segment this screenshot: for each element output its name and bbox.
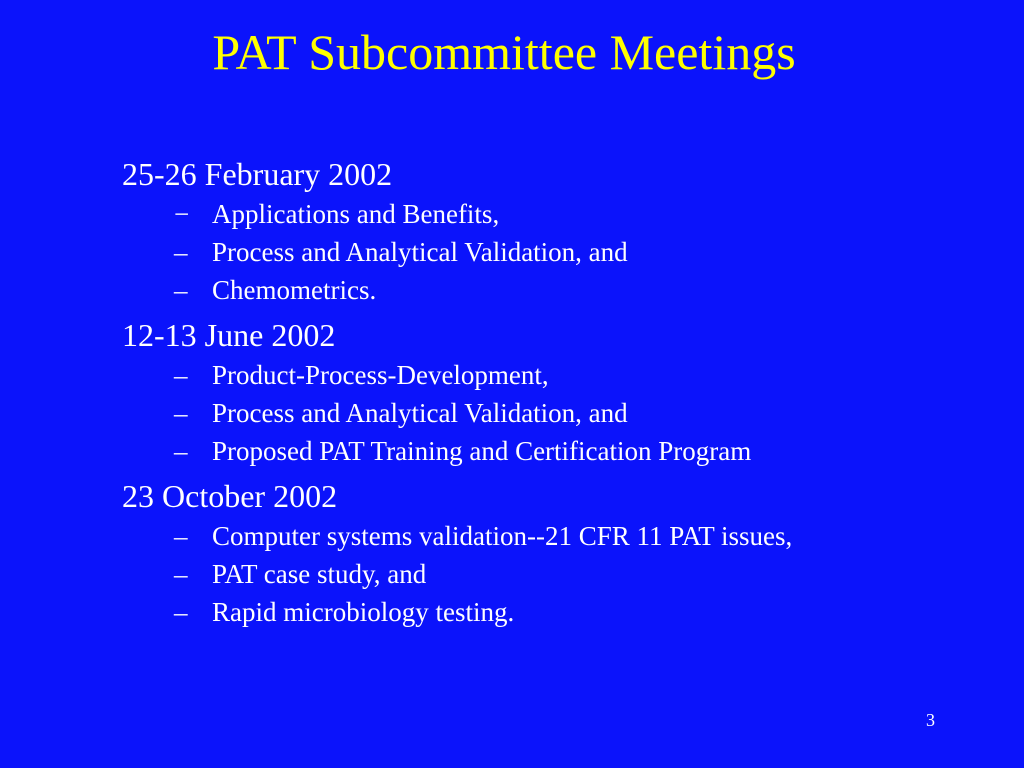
meeting-date: 23 October 2002 <box>122 478 338 514</box>
topic-item <box>122 517 982 555</box>
topic-item <box>122 555 982 593</box>
topic-list <box>122 356 982 470</box>
topic-text: Proposed PAT Training and Certification Program <box>212 436 752 466</box>
dash-bullet-icon: – <box>174 521 188 551</box>
topic-text: Process and Analytical Validation, and <box>212 237 628 267</box>
dash-bullet-icon: – <box>174 559 188 589</box>
topic-item <box>122 432 982 470</box>
topic-list <box>122 195 982 309</box>
dash-bullet-icon: – <box>174 275 188 305</box>
topic-item <box>122 271 982 309</box>
meeting-date: 25-26 February 2002 <box>122 156 393 192</box>
topic-text: Computer systems validation--21 CFR 11 PAT issues, <box>212 521 793 551</box>
topic-text: Product-Process-Development, <box>212 360 549 390</box>
meeting-section-february <box>122 155 982 309</box>
page-number: 3 <box>926 710 935 730</box>
dash-bullet-icon: – <box>174 360 188 390</box>
dash-bullet-icon: – <box>174 597 188 627</box>
topic-text: PAT case study, and <box>212 559 427 589</box>
dash-bullet-icon: – <box>174 436 188 466</box>
topic-item <box>122 233 982 271</box>
slide-title: PAT Subcommittee Meetings <box>212 24 796 80</box>
topic-text: Applications and Benefits, <box>212 199 500 229</box>
topic-text: Chemometrics. <box>212 275 377 305</box>
topic-text: Process and Analytical Validation, and <box>212 398 628 428</box>
dash-bullet-icon: – <box>174 237 188 267</box>
topic-item <box>122 356 982 394</box>
meeting-date: 12-13 June 2002 <box>122 317 336 353</box>
topic-item <box>122 195 982 233</box>
topic-list <box>122 517 982 631</box>
dash-bullet-icon: − <box>174 199 190 229</box>
topic-item <box>122 394 982 432</box>
meeting-section-october <box>122 477 982 631</box>
meeting-list <box>122 155 982 638</box>
topic-item <box>122 593 982 631</box>
topic-text: Rapid microbiology testing. <box>212 597 515 627</box>
dash-bullet-icon: – <box>174 398 188 428</box>
meeting-section-june <box>122 316 982 470</box>
